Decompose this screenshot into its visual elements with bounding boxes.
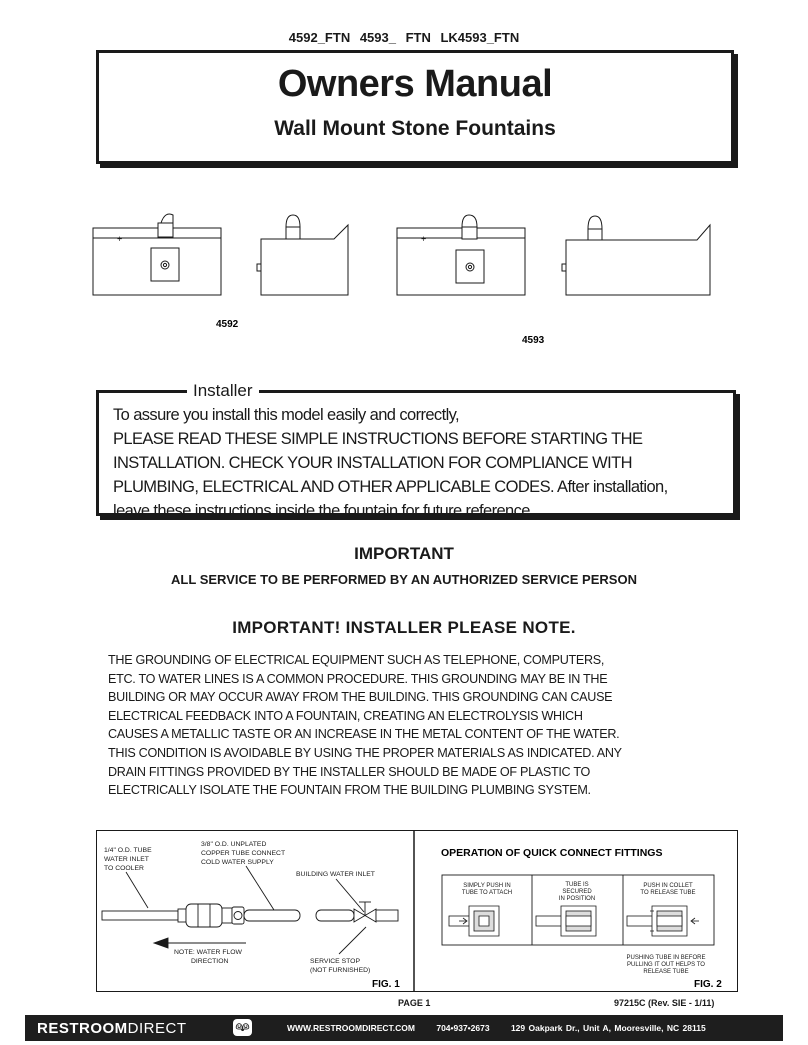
fig2-title: OPERATION OF QUICK CONNECT FITTINGS — [440, 846, 662, 859]
installer-line: leave these instructions inside the fountain for future reference. — [113, 502, 534, 520]
figures-svg — [96, 830, 738, 992]
brand-bold: RESTROOM — [37, 1020, 128, 1037]
fountain-4593-side-drawing — [562, 216, 710, 295]
fig2-note: RELEASE TUBE — [642, 968, 689, 975]
grounding-notice — [108, 651, 708, 800]
footer-contact — [287, 1023, 724, 1033]
installer-line: To assure you install this model easily and correctly, — [113, 406, 460, 424]
body-line: ETC. TO WATER LINES IS A COMMON PROCEDURE. THIS GROUNDING MAY BE IN THE — [108, 671, 608, 686]
footer-address: 129 Oakpark Dr., Unit A, Mooresville, NC 28115 — [510, 1023, 706, 1033]
fig2-step1-label: SIMPLY PUSH IN — [462, 882, 511, 889]
page-title: Owners Manual — [277, 63, 553, 105]
installer-note-heading: IMPORTANT! INSTALLER PLEASE NOTE. — [232, 618, 576, 637]
fig1-caption: FIG. 1 — [371, 978, 400, 990]
fig2-step2-label: SECURED — [561, 888, 592, 895]
label-4593: 4593 — [522, 335, 545, 345]
model-numbers: 4592_FTN 4593_ FTN LK4593_FTN — [288, 30, 520, 45]
fig2-step1-label: TUBE TO ATTACH — [461, 889, 512, 896]
svg-text:+: + — [117, 234, 123, 244]
installer-legend: Installer — [187, 381, 259, 401]
important-heading: IMPORTANT — [354, 544, 454, 563]
footer-phone: 704•937•2673 — [436, 1023, 490, 1033]
footer-bar — [25, 1015, 783, 1041]
brand-logo — [37, 1020, 187, 1037]
brand-light: DIRECT — [127, 1020, 187, 1037]
fig2-step2-label: TUBE IS — [564, 881, 589, 888]
installer-line: INSTALLATION. CHECK YOUR INSTALLATION FOR COMPLIANCE WITH — [113, 454, 632, 472]
title-box — [96, 50, 734, 164]
fig1-tube-label: WATER INLET — [103, 855, 149, 863]
fountain-drawings — [80, 205, 730, 345]
label-4592: 4592 — [216, 319, 239, 330]
installer-text — [113, 403, 717, 523]
svg-text:+: + — [421, 234, 427, 244]
installer-line: PLEASE READ THESE SIMPLE INSTRUCTIONS BEFORE STARTING THE — [113, 430, 643, 448]
body-line: ELECTRICALLY ISOLATE THE FOUNTAIN FROM THE BUILDING PLUMBING SYSTEM. — [108, 783, 591, 798]
footer-website[interactable]: WWW.RESTROOMDIRECT.COM — [287, 1023, 415, 1033]
body-line: BUILDING OR MAY OCCUR AWAY FROM THE BUILDING. THIS GROUNDING CAN CAUSE — [108, 690, 613, 705]
fountain-4593-front-drawing — [397, 215, 525, 295]
body-line: THE GROUNDING OF ELECTRICAL EQUIPMENT SUCH AS TELEPHONE, COMPUTERS, — [108, 653, 605, 667]
fig1-flow-label: DIRECTION — [190, 957, 228, 965]
body-line: CAUSES A METALLIC TASTE OR AN INCREASE IN THE METAL CONTENT OF THE WATER. — [108, 727, 620, 742]
fig1-copper-label: COPPER TUBE CONNECT — [200, 849, 285, 857]
restroom-people-icon: 👫︎ — [233, 1019, 252, 1036]
fig1-stop-label: (NOT FURNISHED) — [309, 966, 370, 974]
fig2-note: PULLING IT OUT HELPS TO — [626, 961, 705, 968]
page-number: PAGE 1 — [398, 998, 431, 1008]
fountain-4592-front-drawing — [93, 214, 221, 295]
fig2-drawings — [449, 906, 699, 936]
figures-box — [96, 830, 738, 992]
fig1-tube-label: TO COOLER — [103, 864, 144, 872]
fig2-step2-label: IN POSITION — [558, 895, 595, 902]
body-line: DRAIN FITTINGS PROVIDED BY THE INSTALLER SHOULD BE MADE OF PLASTIC TO — [108, 764, 590, 779]
page-subtitle: Wall Mount Stone Fountains — [274, 117, 556, 140]
body-line: ELECTRICAL FEEDBACK INTO A FOUNTAIN, CREATING AN ELECTROLYSIS WHICH — [108, 708, 583, 723]
fig2-caption: FIG. 2 — [693, 978, 722, 990]
important-subheading: ALL SERVICE TO BE PERFORMED BY AN AUTHORIZED SERVICE PERSON — [171, 572, 637, 587]
fig2-step3-label: PUSH IN COLLET — [642, 882, 693, 889]
body-line: THIS CONDITION IS AVOIDABLE BY USING THE PROPER MATERIALS AS INDICATED. ANY — [108, 745, 622, 760]
fig2-step3-label: TO RELEASE TUBE — [639, 889, 696, 896]
fig2-note: PUSHING TUBE IN BEFORE — [626, 954, 705, 961]
fig1-stop-label: SERVICE STOP — [309, 957, 360, 965]
fig1-flow-label: NOTE: WATER FLOW — [173, 948, 242, 956]
fig1-copper-label: COLD WATER SUPPLY — [200, 858, 274, 866]
installer-line: PLUMBING, ELECTRICAL AND OTHER APPLICABLE CODES. After installation, — [113, 478, 668, 496]
fig1-drawing — [102, 866, 398, 954]
fig1-copper-label: 3/8" O.D. UNPLATED — [200, 840, 266, 848]
revision-code: 97215C (Rev. SIE - 1/11) — [614, 998, 715, 1008]
fig1-tube-label: 1/4" O.D. TUBE — [103, 846, 152, 854]
fig1-inlet-label: BUILDING WATER INLET — [295, 870, 375, 878]
fountain-4592-side-drawing — [257, 215, 348, 295]
installer-notice — [96, 381, 736, 520]
